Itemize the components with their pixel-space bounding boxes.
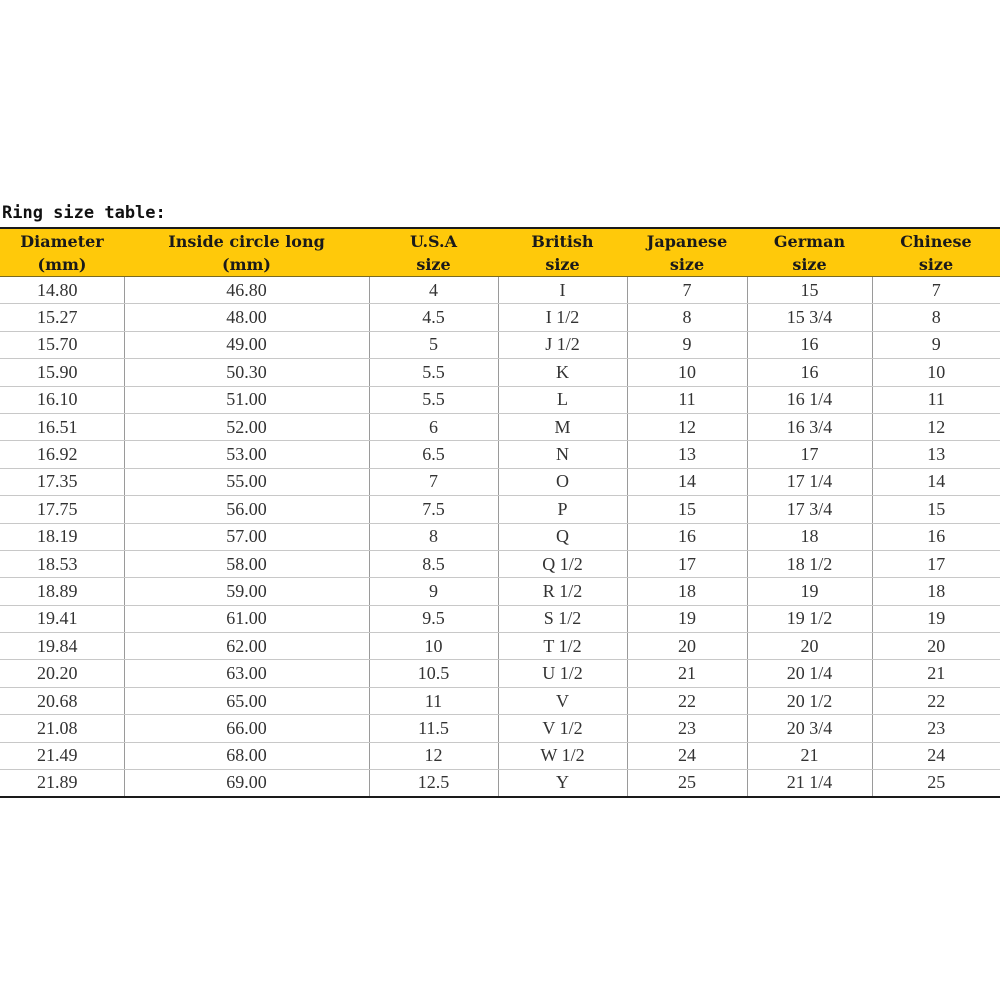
cell-german-size: 15 3/4 (747, 304, 872, 331)
cell-german-size: 18 1/2 (747, 550, 872, 577)
cell-inside-circle: 59.00 (124, 578, 369, 605)
cell-german-size: 18 (747, 523, 872, 550)
cell-diameter: 19.84 (0, 633, 124, 660)
cell-usa-size: 7.5 (369, 496, 498, 523)
table-row (0, 550, 1000, 577)
cell-chinese-size: 21 (872, 660, 1000, 687)
cell-inside-circle: 48.00 (124, 304, 369, 331)
table-row (0, 386, 1000, 413)
cell-japanese-size: 19 (627, 605, 747, 632)
cell-japanese-size: 9 (627, 331, 747, 358)
header-unit: size (918, 255, 954, 274)
cell-british-size: O (498, 468, 627, 495)
cell-inside-circle: 52.00 (124, 413, 369, 440)
cell-diameter: 21.89 (0, 770, 124, 797)
cell-diameter: 18.19 (0, 523, 124, 550)
cell-usa-size: 5.5 (369, 359, 498, 386)
cell-japanese-size: 24 (627, 742, 747, 769)
cell-german-size: 20 1/2 (747, 687, 872, 714)
cell-diameter: 19.41 (0, 605, 124, 632)
table-row (0, 441, 1000, 468)
cell-usa-size: 11.5 (369, 715, 498, 742)
cell-british-size: V 1/2 (498, 715, 627, 742)
cell-german-size: 21 1/4 (747, 770, 872, 797)
header-row (0, 228, 1000, 277)
cell-inside-circle: 55.00 (124, 468, 369, 495)
header-diameter (0, 228, 124, 277)
cell-usa-size: 4.5 (369, 304, 498, 331)
cell-chinese-size: 22 (872, 687, 1000, 714)
header-german-size (747, 228, 872, 277)
cell-german-size: 20 1/4 (747, 660, 872, 687)
table-body (0, 277, 1000, 797)
table-row (0, 742, 1000, 769)
header-unit: size (545, 255, 580, 274)
cell-chinese-size: 11 (872, 386, 1000, 413)
table-row (0, 660, 1000, 687)
cell-inside-circle: 50.30 (124, 359, 369, 386)
cell-german-size: 16 1/4 (747, 386, 872, 413)
cell-diameter: 15.90 (0, 359, 124, 386)
header-japanese-size (627, 228, 747, 277)
table-row (0, 468, 1000, 495)
cell-japanese-size: 20 (627, 633, 747, 660)
cell-diameter: 16.51 (0, 413, 124, 440)
cell-usa-size: 9.5 (369, 605, 498, 632)
cell-british-size: P (498, 496, 627, 523)
cell-japanese-size: 11 (627, 386, 747, 413)
cell-inside-circle: 63.00 (124, 660, 369, 687)
cell-diameter: 18.89 (0, 578, 124, 605)
cell-chinese-size: 25 (927, 772, 946, 793)
cell-british-size: J 1/2 (498, 331, 627, 358)
cell-german-size: 17 1/4 (747, 468, 872, 495)
cell-british-size: K (498, 359, 627, 386)
cell-british-size: V (498, 687, 627, 714)
table-row (0, 304, 1000, 331)
table-row (0, 496, 1000, 523)
cell-inside-circle: 53.00 (124, 441, 369, 468)
cell-inside-circle: 57.00 (124, 523, 369, 550)
cell-diameter: 14.80 (0, 277, 124, 304)
cell-usa-size: 7 (369, 468, 498, 495)
cell-usa-size: 10 (369, 633, 498, 660)
cell-british-size: M (498, 413, 627, 440)
cell-chinese-size: 9 (872, 331, 1000, 358)
cell-german-size: 19 1/2 (747, 605, 872, 632)
table-row (0, 715, 1000, 742)
cell-inside-circle: 69.00 (124, 770, 369, 797)
cell-usa-size: 10.5 (369, 660, 498, 687)
cell-chinese-size: 19 (872, 605, 1000, 632)
cell-chinese-size: 18 (872, 578, 1000, 605)
cell-japanese-size: 16 (627, 523, 747, 550)
cell-chinese-size: 10 (872, 359, 1000, 386)
table-row (0, 331, 1000, 358)
cell-inside-circle: 61.00 (124, 605, 369, 632)
cell-usa-size: 8 (369, 523, 498, 550)
cell-chinese-size: 17 (872, 550, 1000, 577)
cell-usa-size: 5 (369, 331, 498, 358)
cell-british-size: Q 1/2 (498, 550, 627, 577)
header-unit: size (669, 255, 705, 274)
cell-british-size: I 1/2 (498, 304, 627, 331)
cell-chinese-size: 23 (872, 715, 1000, 742)
table-row (0, 633, 1000, 660)
cell-british-size: R 1/2 (498, 578, 627, 605)
header-label: Inside circle long (168, 232, 325, 251)
table-row (0, 687, 1000, 714)
cell-japanese-size: 18 (627, 578, 747, 605)
cell-german-size: 19 (747, 578, 872, 605)
cell-chinese-size: 12 (872, 413, 1000, 440)
cell-japanese-size: 13 (627, 441, 747, 468)
table-row (0, 605, 1000, 632)
cell-chinese-size: 13 (872, 441, 1000, 468)
cell-british-size: Q (498, 523, 627, 550)
header-label: Chinese (900, 232, 972, 251)
cell-diameter: 20.68 (0, 687, 124, 714)
cell-chinese-size: 24 (872, 742, 1000, 769)
cell-inside-circle: 51.00 (124, 386, 369, 413)
cell-usa-size: 8.5 (369, 550, 498, 577)
cell-usa-size: 6.5 (369, 441, 498, 468)
cell-inside-circle: 49.00 (124, 331, 369, 358)
cell-german-size: 20 3/4 (747, 715, 872, 742)
cell-inside-circle: 65.00 (124, 687, 369, 714)
table-row (0, 523, 1000, 550)
cell-inside-circle: 66.00 (124, 715, 369, 742)
cell-diameter: 15.27 (0, 304, 124, 331)
cell-british-size: U 1/2 (498, 660, 627, 687)
cell-japanese-size: 15 (627, 496, 747, 523)
table-row (0, 277, 1000, 304)
cell-german-size: 16 (747, 359, 872, 386)
cell-diameter: 17.75 (0, 496, 124, 523)
cell-diameter: 21.49 (0, 742, 124, 769)
cell-usa-size: 9 (369, 578, 498, 605)
cell-japanese-size: 10 (627, 359, 747, 386)
cell-diameter: 16.10 (0, 386, 124, 413)
cell-japanese-size: 7 (627, 277, 747, 304)
cell-german-size: 17 (747, 441, 872, 468)
header-label: German (773, 232, 846, 251)
cell-japanese-size: 17 (627, 550, 747, 577)
cell-japanese-size: 8 (627, 304, 747, 331)
header-label: Diameter (20, 232, 104, 251)
cell-diameter: 15.70 (0, 331, 124, 358)
cell-british-size: W 1/2 (498, 742, 627, 769)
cell-inside-circle: 68.00 (124, 742, 369, 769)
table-row (0, 578, 1000, 605)
cell-chinese-size: 7 (872, 277, 1000, 304)
ring-size-table (0, 227, 1000, 798)
header-unit: size (416, 255, 451, 274)
cell-german-size: 15 (747, 277, 872, 304)
cell-japanese-size: 25 (627, 770, 747, 797)
cell-usa-size: 6 (369, 413, 498, 440)
cell-chinese-size: 8 (872, 304, 1000, 331)
cell-british-size: I (498, 277, 627, 304)
header-usa-size (369, 228, 498, 277)
header-british-size (498, 228, 627, 277)
cell-usa-size: 11 (369, 687, 498, 714)
header-unit: (mm) (222, 255, 271, 274)
cell-chinese-size: 15 (872, 496, 1000, 523)
cell-inside-circle: 56.00 (124, 496, 369, 523)
header-label: Japanese (646, 232, 728, 251)
header-inside-circle (124, 228, 369, 277)
cell-inside-circle: 58.00 (124, 550, 369, 577)
cell-japanese-size: 21 (627, 660, 747, 687)
table-header (0, 228, 1000, 277)
header-label: British (531, 232, 594, 251)
cell-british-size: T 1/2 (498, 633, 627, 660)
table-caption: Ring size table: (2, 203, 166, 223)
cell-japanese-size: 14 (627, 468, 747, 495)
header-unit: size (792, 255, 827, 274)
table-row (0, 413, 1000, 440)
cell-usa-size: 4 (369, 277, 498, 304)
cell-british-size: L (498, 386, 627, 413)
cell-diameter: 18.53 (0, 550, 124, 577)
cell-usa-size: 5.5 (369, 386, 498, 413)
cell-german-size: 16 3/4 (747, 413, 872, 440)
cell-japanese-size: 22 (627, 687, 747, 714)
cell-diameter: 20.20 (0, 660, 124, 687)
cell-british-size: N (498, 441, 627, 468)
header-label: U.S.A (409, 232, 458, 251)
cell-inside-circle: 62.00 (124, 633, 369, 660)
cell-japanese-size: 23 (627, 715, 747, 742)
header-unit: (mm) (37, 255, 87, 274)
cell-inside-circle: 46.80 (124, 277, 369, 304)
cell-german-size: 16 (747, 331, 872, 358)
cell-chinese-size: 20 (872, 633, 1000, 660)
cell-british-size: S 1/2 (498, 605, 627, 632)
header-chinese-size (872, 228, 1000, 277)
cell-diameter: 17.35 (0, 468, 124, 495)
cell-german-size: 21 (747, 742, 872, 769)
cell-german-size: 20 (747, 633, 872, 660)
cell-british-size: Y (498, 770, 627, 797)
cell-diameter: 21.08 (0, 715, 124, 742)
cell-usa-size: 12.5 (369, 770, 498, 797)
cell-diameter: 16.92 (0, 441, 124, 468)
cell-chinese-size: 16 (872, 523, 1000, 550)
cell-chinese-size: 14 (872, 468, 1000, 495)
cell-german-size: 17 3/4 (747, 496, 872, 523)
cell-usa-size: 12 (369, 742, 498, 769)
cell-japanese-size: 12 (627, 413, 747, 440)
table-row (0, 359, 1000, 386)
table-row (0, 770, 1000, 797)
